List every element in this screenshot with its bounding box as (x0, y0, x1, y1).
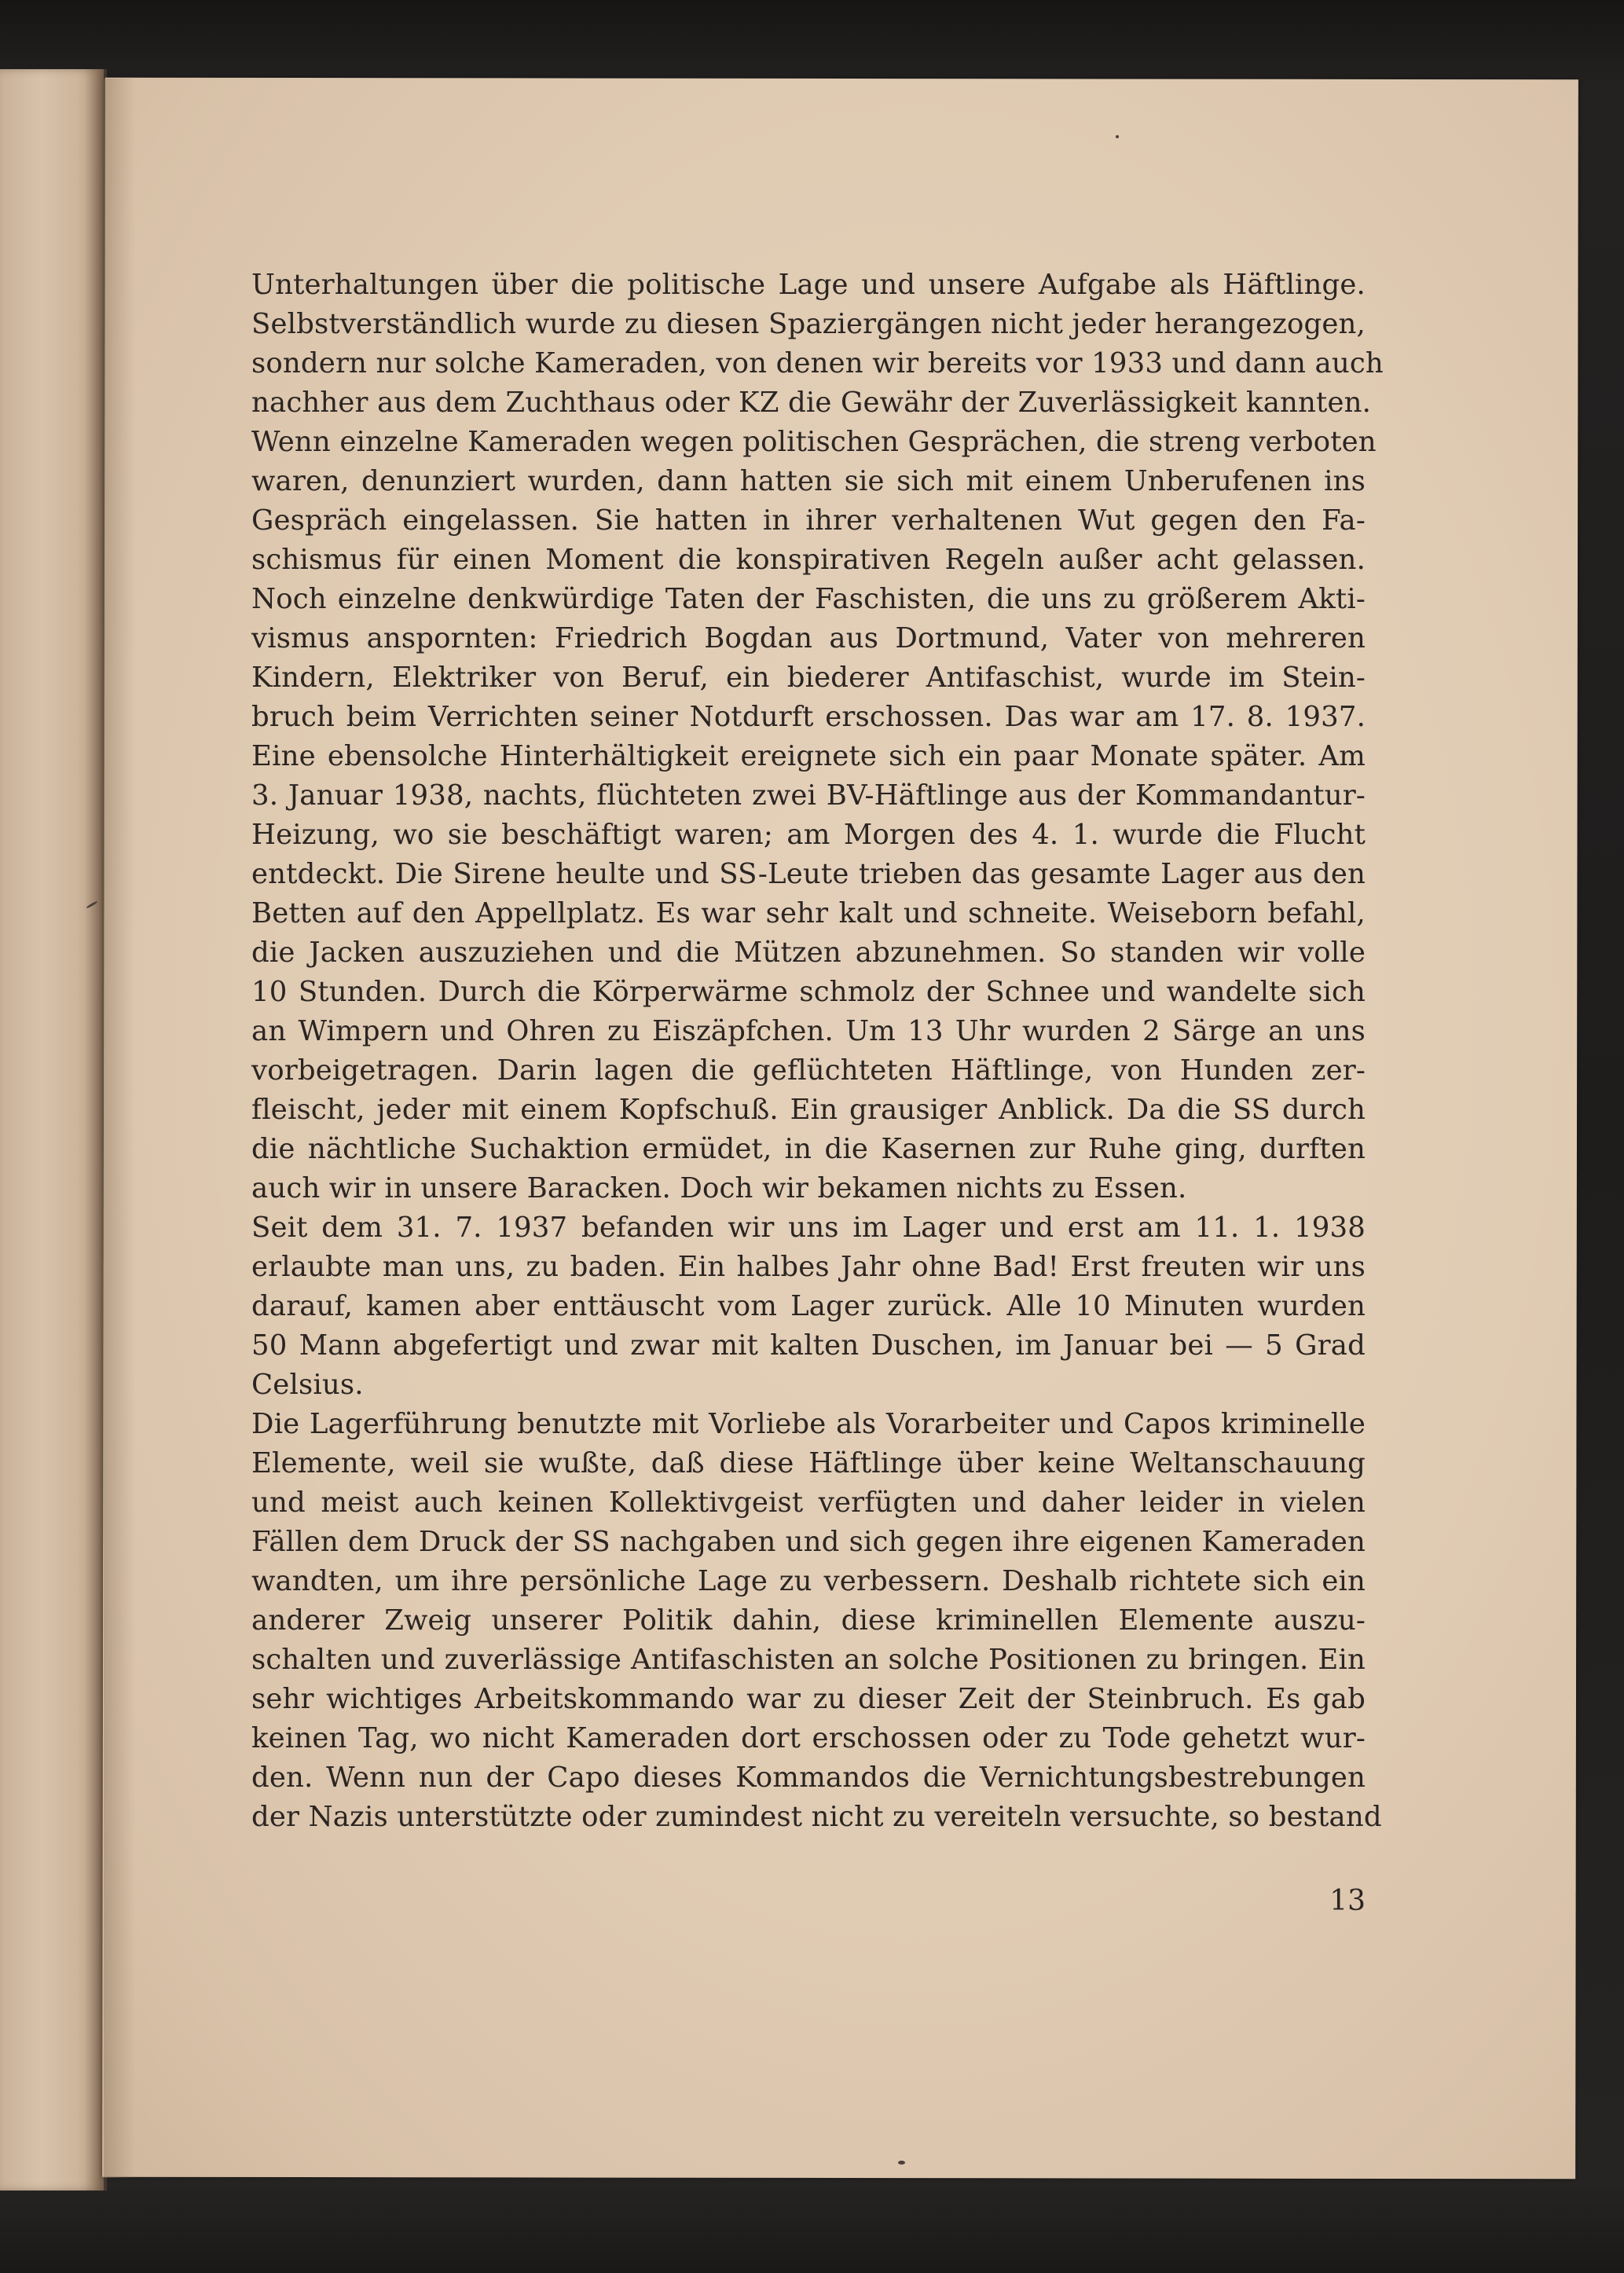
text-line: Gespräch eingelassen. Sie hatten in ihrer verhaltenen Wut gegen den Fa- (251, 504, 1366, 537)
text-line: Elemente, weil sie wußte, daß diese Häftlinge über keine Weltanschauung (251, 1447, 1366, 1479)
text-line: erlaubte man uns, zu baden. Ein halbes Jahr ohne Bad! Erst freuten wir uns (251, 1251, 1366, 1283)
scan-speck (898, 2161, 905, 2165)
text-line: die nächtliche Suchaktion ermüdet, in die Kasernen zur Ruhe ging, durften (251, 1133, 1366, 1165)
text-line: schismus für einen Moment die konspirativen Regeln außer acht gelassen. (251, 544, 1366, 576)
text-line: Noch einzelne denkwürdige Taten der Faschisten, die uns zu größerem Akti- (251, 583, 1366, 615)
text-line: Die Lagerführung benutzte mit Vorliebe als Vorarbeiter und Capos kriminelle (251, 1408, 1366, 1440)
text-line: bruch beim Verrichten seiner Notdurft erschossen. Das war am 17. 8. 1937. (251, 701, 1366, 733)
text-line: vismus anspornten: Friedrich Bogdan aus Dortmund, Vater von mehreren (251, 622, 1366, 654)
text-line: sehr wichtiges Arbeitskommando war zu dieser Zeit der Steinbruch. Es gab (251, 1683, 1366, 1715)
text-line: Seit dem 31. 7. 1937 befanden wir uns im Lager und erst am 11. 1. 1938 (251, 1212, 1366, 1244)
text-line: sondern nur solche Kameraden, von denen wir bereits vor 1933 und dann auch (251, 347, 1384, 379)
text-line: Eine ebensolche Hinterhältigkeit ereignete sich ein paar Monate später. Am (251, 740, 1366, 772)
text-line: und meist auch keinen Kollektivgeist verfügten und daher leider in vielen (251, 1487, 1366, 1519)
text-line: Celsius. (251, 1369, 364, 1401)
text-line: darauf, kamen aber enttäuscht vom Lager zurück. Alle 10 Minuten wurden (251, 1290, 1366, 1322)
text-line: anderer Zweig unserer Politik dahin, diese kriminellen Elemente auszu- (251, 1604, 1366, 1637)
text-line: Fällen dem Druck der SS nachgaben und sich gegen ihre eigenen Kameraden (251, 1526, 1366, 1558)
text-line: Kindern, Elektriker von Beruf, ein biederer Antifaschist, wurde im Stein- (251, 662, 1366, 694)
text-line: auch wir in unsere Baracken. Doch wir bekamen nichts zu Essen. (251, 1172, 1187, 1204)
page-number: 13 (1329, 1885, 1366, 1917)
text-line: entdeckt. Die Sirene heulte und SS-Leute trieben das gesamte Lager aus den (251, 858, 1366, 890)
scan-speck (1116, 135, 1119, 138)
text-line: 50 Mann abgefertigt und zwar mit kalten Duschen, im Januar bei — 5 Grad (251, 1329, 1366, 1362)
text-line: Selbstverständlich wurde zu diesen Spaziergängen nicht jeder herangezogen, (251, 308, 1366, 340)
text-line: an Wimpern und Ohren zu Eiszäpfchen. Um 13 Uhr wurden 2 Särge an uns (251, 1015, 1366, 1047)
text-line: 10 Stunden. Durch die Körperwärme schmolz der Schnee und wandelte sich (251, 976, 1366, 1008)
text-line: Betten auf den Appellplatz. Es war sehr kalt und schneite. Weiseborn befahl, (251, 897, 1366, 929)
text-line: Heizung, wo sie beschäftigt waren; am Morgen des 4. 1. wurde die Flucht (251, 819, 1366, 851)
text-line: wandten, um ihre persönliche Lage zu verbessern. Deshalb richtete sich ein (251, 1565, 1366, 1597)
text-line: die Jacken auszuziehen und die Mützen abzunehmen. So standen wir volle (251, 937, 1366, 969)
body-text (251, 266, 1384, 1837)
text-line: vorbeigetragen. Darin lagen die geflüchteten Häftlinge, von Hunden zer- (251, 1054, 1366, 1087)
text-line: keinen Tag, wo nicht Kameraden dort erschossen oder zu Tode gehetzt wur- (251, 1722, 1366, 1754)
text-line: den. Wenn nun der Capo dieses Kommandos die Vernichtungsbestrebungen (251, 1762, 1366, 1794)
page-gutter-shadow (104, 79, 135, 2178)
text-line: Wenn einzelne Kameraden wegen politischen Gesprächen, die streng verboten (251, 426, 1377, 458)
text-line: 3. Januar 1938, nachts, flüchteten zwei BV-Häftlinge aus der Kommandantur- (251, 779, 1366, 812)
text-line: waren, denunziert wurden, dann hatten sie sich mit einem Unberufenen ins (251, 465, 1366, 497)
text-line: nachher aus dem Zuchthaus oder KZ die Gewähr der Zuverlässigkeit kannten. (251, 387, 1372, 419)
text-line: fleischt, jeder mit einem Kopfschuß. Ein grausiger Anblick. Da die SS durch (251, 1094, 1366, 1126)
text-line: Unterhaltungen über die politische Lage und unsere Aufgabe als Häftlinge. (251, 269, 1366, 301)
text-line: schalten und zuverlässige Antifaschisten an solche Positionen zu bringen. Ein (251, 1644, 1366, 1676)
text-line: der Nazis unterstützte oder zumindest nicht zu vereiteln versuchte, so bestand (251, 1801, 1382, 1833)
